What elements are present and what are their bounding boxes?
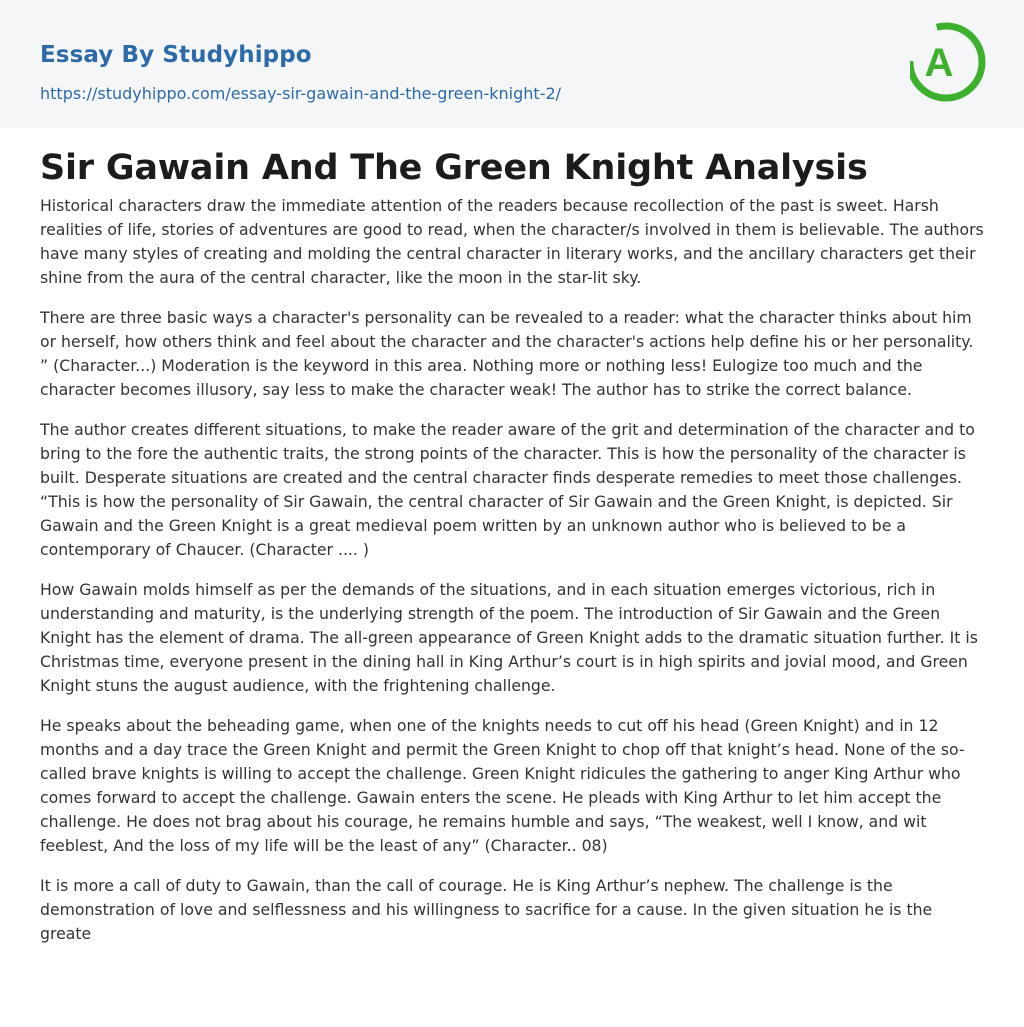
page-title: Sir Gawain And The Green Knight Analysis — [40, 148, 868, 188]
paragraph: How Gawain molds himself as per the demands of the situations, and in each situation emerges victorious, rich in understanding and maturity, is the underlying strength of the poem. The introduction of Sir Gawain and the Green Knight has the element of drama. The all-green appearance of Green Knight adds to the dramatic situation further. It is Christmas time, everyone present in the dining hall in King Arthur’s court is in high spirits and jovial mood, and Green Knight stuns the august audience, with the frightening challenge. — [40, 580, 978, 695]
logo-icon[interactable] — [910, 18, 988, 106]
source-url-link[interactable]: https://studyhippo.com/essay-sir-gawain-and-the-green-knight-2/ — [40, 84, 562, 103]
paragraph: It is more a call of duty to Gawain, than the call of courage. He is King Arthur’s nephew. The challenge is the demonstration of love and selflessness and his willingness to sacrifice for a cause. In the given situation he is the greate — [40, 876, 933, 943]
paragraph: Historical characters draw the immediate attention of the readers because recollection of the past is sweet. Harsh realities of life, stories of adventures are good to read, when the character/s involved in them is believable. The authors have many styles of creating and molding the central character in literary works, and the ancillary characters get their shine from the aura of the central character, like the moon in the star-lit sky. — [40, 196, 984, 287]
paragraph: There are three basic ways a character's personality can be revealed to a reader: what the character thinks about him or herself, how others think and feel about the character and the character's actions help define his or her personality. ” (Character...) Moderation is the keyword in this area. Nothing more or nothing less! Eulogize too much and the character becomes illusory, say less to make the character weak! The author has to strike the correct balance. — [40, 308, 974, 399]
paragraph: He speaks about the beheading game, when one of the knights needs to cut off his head (Green Knight) and in 12 months and a day trace the Green Knight and permit the Green Knight to chop off that knight’s head. None of the so-called brave knights is willing to accept the challenge. Green Knight ridicules the gathering to anger King Arthur who comes forward to accept the challenge. Gawain enters the scene. He pleads with King Arthur to let him accept the challenge. He does not brag about his courage, he remains humble and says, “The weakest, well I know, and wit feeblest, And the loss of my life will be the least of any” (Character.. 08) — [40, 716, 965, 855]
logo-letter: A — [924, 41, 954, 85]
essay-body — [40, 194, 986, 962]
paragraph: The author creates different situations, to make the reader aware of the grit and determination of the character and to bring to the fore the authentic traits, the strong points of the character. This is how the personality of the character is built. Desperate situations are created and the central character finds desperate remedies to meet those challenges. “This is how the personality of Sir Gawain, the central character of Sir Gawain and the Green Knight, is depicted. Sir Gawain and the Green Knight is a great medieval poem written by an unknown author who is believed to be a contemporary of Chaucer. (Character .... ) — [40, 420, 975, 559]
site-title[interactable]: Essay By Studyhippo — [40, 42, 312, 68]
